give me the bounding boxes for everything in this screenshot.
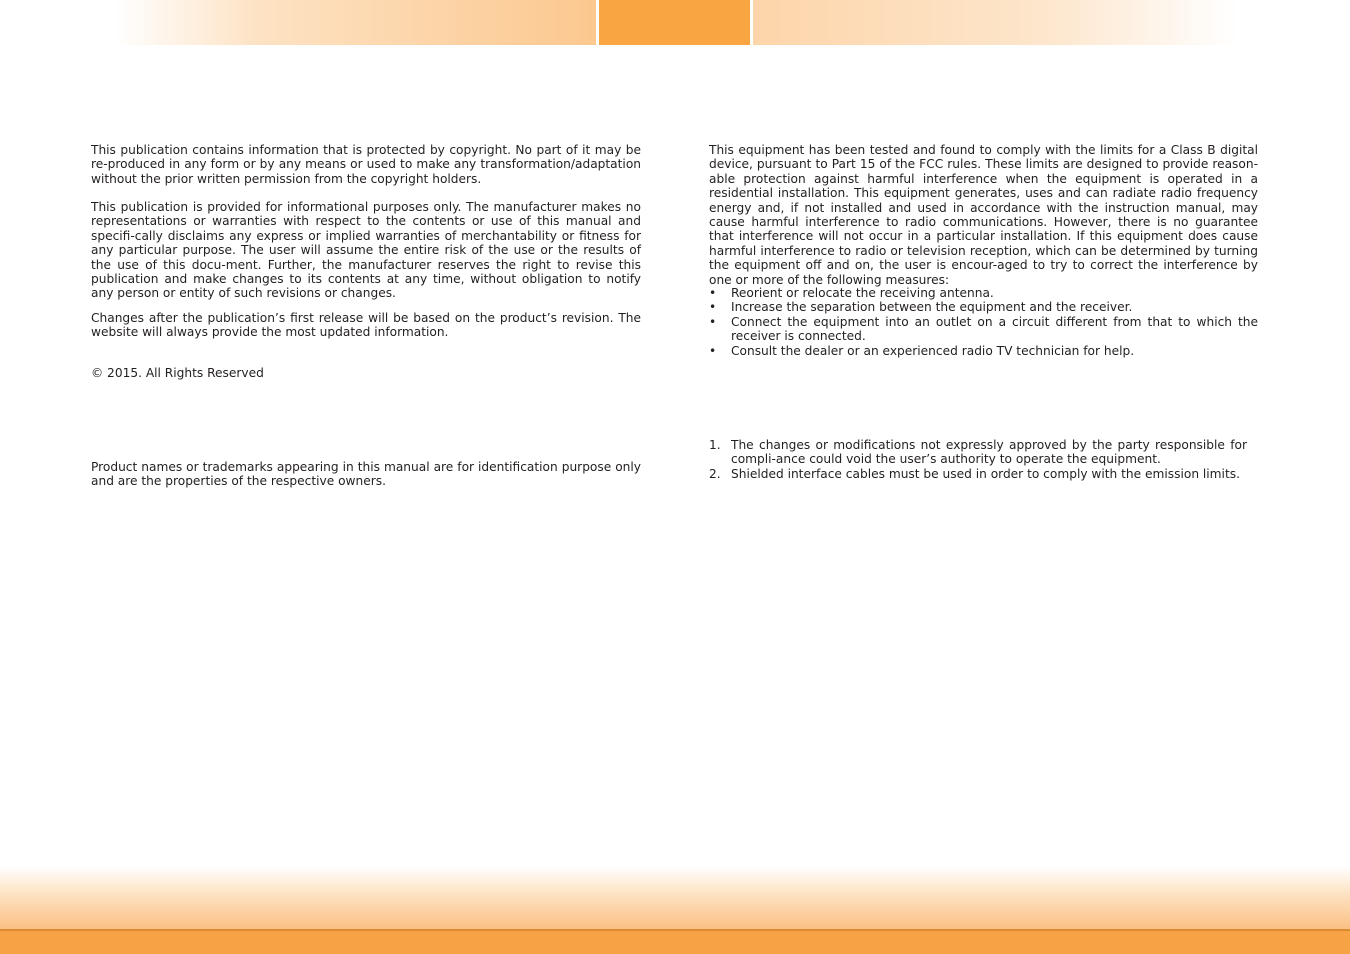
bullet-marker: • <box>709 343 717 358</box>
fcc-paragraph: This equipment has been tested and found to comply with the limits for a Class B digital device, pursuant to Part 15 of the FCC rules. These limits are designed to provide reason-able protection against harmful interference when the equipment is operated in a residential installation. This equipment generates, uses and can radiate radio frequency energy and, if not installed and used in accordance with the instruction manual, may cause harmful interference to radio communications. However, there is no guarantee that interference will not occur in a particular installation. If this equipment does cause harmful interference to radio or television reception, which can be determined by turning the equipment off and on, the user is encour-aged to try to correct the interference by one or more of the following measures: <box>709 143 1258 287</box>
bullet-marker: • <box>709 300 717 315</box>
trademarks-paragraph: Product names or trademarks appearing in this manual are for identification purpose only and are the properties of the respective owners. <box>91 460 641 489</box>
list-item: 1. The changes or modifications not expressly approved by the party responsible for compli-ance could void the user’s authority to operate the equipment. <box>709 438 1247 467</box>
measures-list <box>709 286 1258 358</box>
header-tab <box>599 0 750 45</box>
list-item: • Consult the dealer or an experienced radio TV technician for help. <box>709 343 1135 358</box>
disclaimer-paragraph: This publication is provided for informational purposes only. The manufacturer makes no representations or warranties with respect to the contents or use of this manual and specifi-cally disclaims any express or implied warranties of merchantability or fitness for any particular purpose. The user will assume the entire risk of the use or the results of the use of this docu-ment. Further, the manufacturer reserves the right to revise this publication and make changes to its contents at any time, without obligation to notify any person or entity of such revisions or changes. <box>91 200 641 301</box>
footer-gradient <box>0 866 1350 929</box>
header-band-right <box>753 0 1238 45</box>
notices-list <box>709 438 1247 481</box>
list-item: • Connect the equipment into an outlet on a circuit different from that to which the receiver is connected. <box>709 314 1258 344</box>
header-band-left <box>115 0 596 45</box>
list-number: 2. <box>709 466 721 481</box>
list-item: • Increase the separation between the equipment and the receiver. <box>709 300 1133 315</box>
copyright-paragraph: This publication contains information that is protected by copyright. No part of it may be re-produced in any form or by any means or used to make any transformation/adaptation without the prior written permission from the copyright holders. <box>91 143 641 186</box>
changes-paragraph: Changes after the publication’s first release will be based on the product’s revision. The website will always provide the most updated information. <box>91 311 641 340</box>
footer-bar <box>0 929 1350 954</box>
bullet-marker: • <box>709 286 717 300</box>
bullet-marker: • <box>709 314 717 329</box>
list-item: • Reorient or relocate the receiving antenna. <box>709 286 994 300</box>
list-number: 1. <box>709 438 721 452</box>
list-item: 2. Shielded interface cables must be used in order to comply with the emission limits. <box>709 466 1240 481</box>
copyright-notice: © 2015. All Rights Reserved <box>91 366 264 380</box>
